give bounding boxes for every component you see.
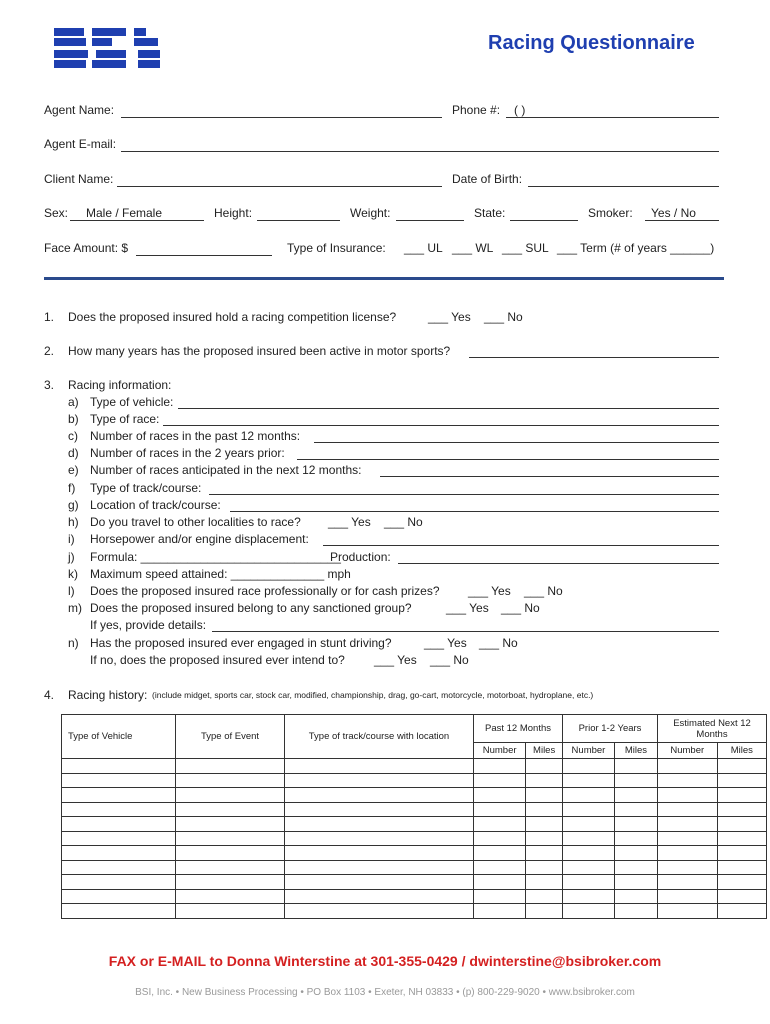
- table-cell[interactable]: [563, 773, 615, 788]
- table-cell[interactable]: [563, 889, 615, 904]
- table-cell[interactable]: [658, 802, 718, 817]
- table-cell[interactable]: [614, 773, 657, 788]
- table-cell[interactable]: [474, 773, 526, 788]
- phone-field[interactable]: [506, 117, 719, 118]
- table-cell[interactable]: [285, 817, 474, 832]
- table-cell[interactable]: [176, 831, 285, 846]
- table-cell[interactable]: [614, 817, 657, 832]
- table-cell[interactable]: [285, 904, 474, 919]
- table-cell[interactable]: [717, 889, 766, 904]
- table-row: [62, 904, 767, 919]
- q4-text: Racing history:: [68, 688, 148, 702]
- table-cell[interactable]: [717, 788, 766, 803]
- q3f-text: Type of track/course:: [90, 481, 202, 495]
- table-cell[interactable]: [614, 831, 657, 846]
- table-cell[interactable]: [62, 904, 176, 919]
- table-cell[interactable]: [717, 904, 766, 919]
- table-cell[interactable]: [285, 831, 474, 846]
- table-row: [62, 875, 767, 890]
- table-cell[interactable]: [474, 817, 526, 832]
- table-cell[interactable]: [62, 817, 176, 832]
- state-label: State:: [474, 206, 506, 220]
- q3e-letter: e): [68, 463, 79, 477]
- q3k-letter: k): [68, 567, 78, 581]
- term-option[interactable]: ___ Term (# of years ______): [557, 241, 715, 255]
- table-cell[interactable]: [285, 802, 474, 817]
- table-cell[interactable]: [563, 817, 615, 832]
- agent-name-field[interactable]: [121, 117, 442, 118]
- table-cell[interactable]: [474, 889, 526, 904]
- table-cell[interactable]: [474, 788, 526, 803]
- q3j-text: Formula: ______________________________: [90, 550, 341, 564]
- sub-miles: Miles: [614, 743, 657, 759]
- q3n-text: Has the proposed insured ever engaged in stunt driving?: [90, 636, 392, 650]
- q3c-letter: c): [68, 429, 78, 443]
- table-cell[interactable]: [176, 788, 285, 803]
- bsi-logo: [54, 26, 162, 72]
- q3e-text: Number of races anticipated in the next 12 months:: [90, 463, 362, 477]
- ul-option[interactable]: ___ UL: [404, 241, 443, 255]
- col-prior: Prior 1-2 Years: [563, 715, 658, 743]
- table-cell[interactable]: [285, 846, 474, 861]
- sex-field: [70, 220, 204, 221]
- sub-number: Number: [658, 743, 718, 759]
- q3a-field[interactable]: [178, 408, 719, 409]
- q3h-letter: h): [68, 515, 79, 529]
- q3l-text: Does the proposed insured race professionally or for cash prizes?: [90, 584, 440, 598]
- table-cell[interactable]: [176, 889, 285, 904]
- q3n-letter: n): [68, 636, 79, 650]
- table-cell[interactable]: [614, 788, 657, 803]
- table-cell[interactable]: [526, 817, 563, 832]
- q3m-no[interactable]: ___ No: [501, 601, 540, 615]
- q1-number: 1.: [44, 310, 55, 324]
- footer-contact: FAX or E-MAIL to Donna Winterstine at 301-355-0429 / dwinterstine@bsibroker.com: [108, 953, 662, 969]
- table-row: [62, 889, 767, 904]
- q3e-field[interactable]: [380, 476, 719, 477]
- table-cell[interactable]: [563, 788, 615, 803]
- table-cell[interactable]: [62, 773, 176, 788]
- table-row: [62, 788, 767, 803]
- q3g-field[interactable]: [230, 511, 719, 512]
- table-cell[interactable]: [563, 759, 615, 774]
- table-cell[interactable]: [563, 904, 615, 919]
- dob-field[interactable]: [528, 186, 719, 187]
- client-name-field[interactable]: [117, 186, 442, 187]
- table-cell[interactable]: [717, 802, 766, 817]
- insurance-type-label: Type of Insurance:: [287, 241, 386, 255]
- table-cell[interactable]: [614, 759, 657, 774]
- q3-text: Racing information:: [68, 378, 172, 392]
- table-cell[interactable]: [526, 860, 563, 875]
- q3c-field[interactable]: [314, 442, 719, 443]
- table-cell[interactable]: [526, 788, 563, 803]
- sul-option[interactable]: ___ SUL: [502, 241, 549, 255]
- q3h-yes[interactable]: ___ Yes: [328, 515, 371, 529]
- table-cell[interactable]: [176, 802, 285, 817]
- table-cell[interactable]: [526, 802, 563, 817]
- col-track: Type of track/course with location: [285, 715, 474, 759]
- q3i-field[interactable]: [323, 545, 719, 546]
- q1-yes[interactable]: ___ Yes: [428, 310, 471, 324]
- q3i-letter: i): [68, 532, 75, 546]
- q3k-text: Maximum speed attained: ______________ mph: [90, 567, 351, 581]
- q3l-letter: l): [68, 584, 75, 598]
- table-cell[interactable]: [474, 860, 526, 875]
- table-cell[interactable]: [176, 846, 285, 861]
- q3j-letter: j): [68, 550, 75, 564]
- sub-miles: Miles: [526, 743, 563, 759]
- table-row: [62, 831, 767, 846]
- table-row: [62, 860, 767, 875]
- table-cell[interactable]: [658, 788, 718, 803]
- table-cell[interactable]: [62, 846, 176, 861]
- table-cell[interactable]: [658, 773, 718, 788]
- table-cell[interactable]: [717, 860, 766, 875]
- table-cell[interactable]: [526, 773, 563, 788]
- table-cell[interactable]: [176, 904, 285, 919]
- table-cell[interactable]: [285, 759, 474, 774]
- table-cell[interactable]: [563, 875, 615, 890]
- q3b-text: Type of race:: [90, 412, 160, 426]
- q3a-text: Type of vehicle:: [90, 395, 174, 409]
- q3a-letter: a): [68, 395, 79, 409]
- table-cell[interactable]: [717, 831, 766, 846]
- q2-text: How many years has the proposed insured been active in motor sports?: [68, 344, 451, 358]
- table-cell[interactable]: [658, 860, 718, 875]
- table-cell[interactable]: [563, 831, 615, 846]
- sub-number: Number: [474, 743, 526, 759]
- table-cell[interactable]: [717, 773, 766, 788]
- q3h-no[interactable]: ___ No: [384, 515, 423, 529]
- col-next12: Estimated Next 12 Months: [658, 715, 767, 743]
- table-cell[interactable]: [658, 759, 718, 774]
- q1-no[interactable]: ___ No: [484, 310, 523, 324]
- table-cell[interactable]: [526, 875, 563, 890]
- q3h-text: Do you travel to other localities to race?: [90, 515, 301, 529]
- section-divider: [44, 277, 724, 280]
- table-cell[interactable]: [658, 875, 718, 890]
- table-cell[interactable]: [285, 875, 474, 890]
- table-cell[interactable]: [176, 773, 285, 788]
- q3c-text: Number of races in the past 12 months:: [90, 429, 301, 443]
- table-cell[interactable]: [563, 802, 615, 817]
- agent-email-field[interactable]: [121, 151, 719, 152]
- table-cell[interactable]: [614, 875, 657, 890]
- table-cell[interactable]: [658, 817, 718, 832]
- q1-text: Does the proposed insured hold a racing competition license?: [68, 310, 397, 324]
- col-past12: Past 12 Months: [474, 715, 563, 743]
- q3g-letter: g): [68, 498, 79, 512]
- table-cell[interactable]: [658, 889, 718, 904]
- racing-history-table: [61, 714, 767, 919]
- table-cell[interactable]: [717, 875, 766, 890]
- table-row: [62, 802, 767, 817]
- table-cell[interactable]: [176, 860, 285, 875]
- table-cell[interactable]: [614, 802, 657, 817]
- height-field[interactable]: [257, 220, 340, 221]
- table-cell[interactable]: [658, 846, 718, 861]
- table-cell[interactable]: [717, 846, 766, 861]
- table-cell[interactable]: [563, 860, 615, 875]
- table-cell[interactable]: [526, 831, 563, 846]
- table-cell[interactable]: [176, 759, 285, 774]
- q3i-text: Horsepower and/or engine displacement:: [90, 532, 309, 546]
- q3b-field[interactable]: [163, 425, 719, 426]
- wl-option[interactable]: ___ WL: [452, 241, 494, 255]
- q2-field[interactable]: [469, 357, 719, 358]
- client-name-label: Client Name:: [44, 172, 114, 186]
- q3n-yes[interactable]: ___ Yes: [424, 636, 467, 650]
- table-cell[interactable]: [285, 788, 474, 803]
- table-cell[interactable]: [474, 831, 526, 846]
- smoker-field: [645, 220, 719, 221]
- face-amount-field[interactable]: [136, 255, 272, 256]
- q3-number: 3.: [44, 378, 55, 392]
- table-cell[interactable]: [176, 875, 285, 890]
- table-cell[interactable]: [474, 875, 526, 890]
- table-cell[interactable]: [62, 759, 176, 774]
- sex-options[interactable]: Male / Female: [86, 206, 163, 220]
- q3l-yes[interactable]: ___ Yes: [468, 584, 511, 598]
- q3d-text: Number of races in the 2 years prior:: [90, 446, 285, 460]
- table-cell[interactable]: [526, 904, 563, 919]
- q3m-text: Does the proposed insured belong to any sanctioned group?: [90, 601, 412, 615]
- q3j-production-field[interactable]: [398, 563, 719, 564]
- q3f-letter: f): [68, 481, 76, 495]
- q3j-production-label: Production:: [330, 550, 391, 564]
- q4-number: 4.: [44, 688, 55, 702]
- sub-number: Number: [563, 743, 615, 759]
- smoker-label: Smoker:: [588, 206, 633, 220]
- col-vehicle: Type of Vehicle: [62, 715, 176, 759]
- q4-note: (include midget, sports car, stock car, modified, championship, drag, go-cart, motorcycle, motorboat, hydroplane, etc.): [152, 690, 594, 700]
- table-cell[interactable]: [526, 889, 563, 904]
- phone-parens: ( ): [514, 103, 526, 117]
- table-cell[interactable]: [285, 860, 474, 875]
- q3n-intend-no[interactable]: ___ No: [430, 653, 469, 667]
- table-row: [62, 759, 767, 774]
- height-label: Height:: [214, 206, 253, 220]
- table-cell[interactable]: [526, 759, 563, 774]
- q3d-field[interactable]: [297, 459, 719, 460]
- smoker-options[interactable]: Yes / No: [651, 206, 696, 220]
- table-row: [62, 817, 767, 832]
- table-cell[interactable]: [62, 802, 176, 817]
- dob-label: Date of Birth:: [452, 172, 523, 186]
- q3n-intend-text: If no, does the proposed insured ever intend to?: [90, 653, 345, 667]
- q2-number: 2.: [44, 344, 55, 358]
- sex-label: Sex:: [44, 206, 69, 220]
- table-cell[interactable]: [614, 860, 657, 875]
- table-cell[interactable]: [658, 904, 718, 919]
- q3m-details-field[interactable]: [212, 631, 719, 632]
- footer-address: BSI, Inc. • New Business Processing • PO Box 1103 • Exeter, NH 03833 • (p) 800-229-9020 • www.bsibroker.com: [135, 987, 635, 998]
- table-cell[interactable]: [717, 759, 766, 774]
- weight-label: Weight:: [350, 206, 391, 220]
- face-amount-label: Face Amount: $: [44, 241, 129, 255]
- table-cell[interactable]: [62, 875, 176, 890]
- q3g-text: Location of track/course:: [90, 498, 221, 512]
- table-cell[interactable]: [176, 817, 285, 832]
- state-field[interactable]: [510, 220, 578, 221]
- q3n-no[interactable]: ___ No: [479, 636, 518, 650]
- phone-label: Phone #:: [452, 103, 501, 117]
- q3b-letter: b): [68, 412, 79, 426]
- q3l-no[interactable]: ___ No: [524, 584, 563, 598]
- table-cell[interactable]: [62, 831, 176, 846]
- table-cell[interactable]: [474, 846, 526, 861]
- table-cell[interactable]: [62, 788, 176, 803]
- table-cell[interactable]: [474, 802, 526, 817]
- agent-name-label: Agent Name:: [44, 103, 115, 117]
- table-cell[interactable]: [614, 846, 657, 861]
- table-cell[interactable]: [717, 817, 766, 832]
- table-cell[interactable]: [614, 889, 657, 904]
- table-cell[interactable]: [62, 860, 176, 875]
- table-cell[interactable]: [62, 889, 176, 904]
- q3n-intend-yes[interactable]: ___ Yes: [374, 653, 417, 667]
- sub-miles: Miles: [717, 743, 766, 759]
- page-title: Racing Questionnaire: [488, 32, 695, 54]
- q3m-yes[interactable]: ___ Yes: [446, 601, 489, 615]
- col-event: Type of Event: [176, 715, 285, 759]
- table-cell[interactable]: [285, 889, 474, 904]
- q3m-letter: m): [68, 601, 82, 615]
- table-row: [62, 773, 767, 788]
- weight-field[interactable]: [396, 220, 464, 221]
- table-cell[interactable]: [285, 773, 474, 788]
- q3d-letter: d): [68, 446, 79, 460]
- q3f-field[interactable]: [209, 494, 719, 495]
- table-cell[interactable]: [526, 846, 563, 861]
- agent-email-label: Agent E-mail:: [44, 137, 117, 151]
- table-row: [62, 846, 767, 861]
- q3m-details-label: If yes, provide details:: [90, 618, 207, 632]
- table-cell[interactable]: [474, 904, 526, 919]
- table-cell[interactable]: [563, 846, 615, 861]
- table-cell[interactable]: [474, 759, 526, 774]
- table-cell[interactable]: [614, 904, 657, 919]
- table-cell[interactable]: [658, 831, 718, 846]
